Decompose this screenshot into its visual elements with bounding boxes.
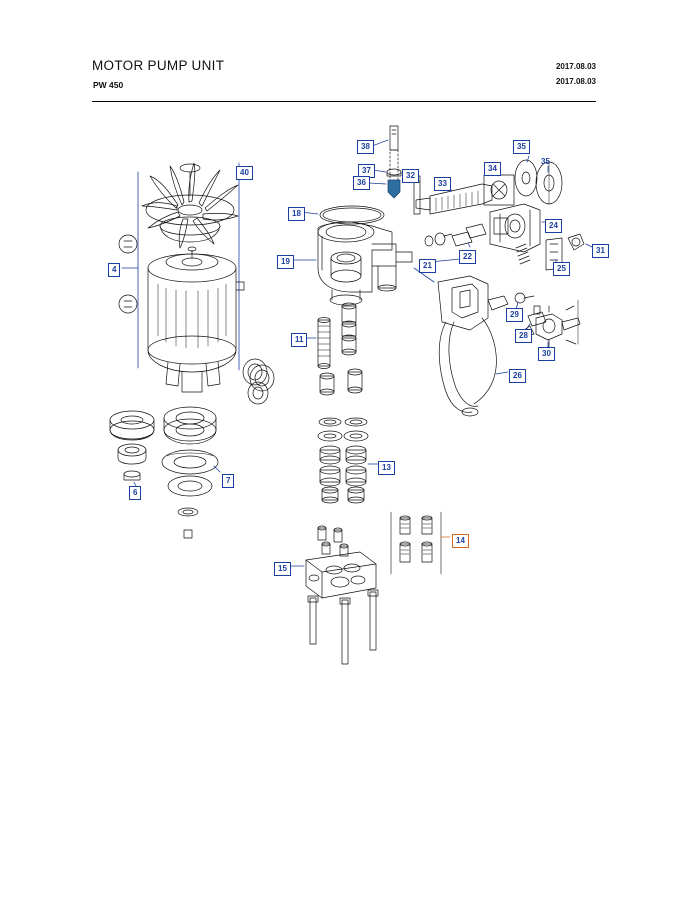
part-37-washer [387,169,401,176]
part-18-oring [320,206,384,224]
callout-22[interactable]: 22 [459,250,476,264]
callout-24[interactable]: 24 [545,219,562,233]
callout-18[interactable]: 18 [288,207,305,221]
part-33-shaft [416,184,492,214]
callout-34[interactable]: 34 [484,162,501,176]
callout-13[interactable]: 13 [378,461,395,475]
part-36-nut [388,180,400,198]
part-30-valve [524,306,580,348]
part-31-clip [568,234,584,250]
callout-6[interactable]: 6 [129,486,141,500]
callout-33[interactable]: 33 [434,177,451,191]
callout-31[interactable]: 31 [592,244,609,258]
part-14-fittings [391,512,441,574]
callout-14[interactable]: 14 [452,534,469,548]
callout-29[interactable]: 29 [506,308,523,322]
callout-35-a[interactable]: 35 [513,140,530,154]
part-7-seal-stack [162,407,218,538]
callout-35-b[interactable]: 35 [541,157,550,166]
part-22-pistons [425,224,486,246]
callout-36[interactable]: 36 [353,176,370,190]
callout-15[interactable]: 15 [274,562,291,576]
callout-25[interactable]: 25 [553,262,570,276]
part-35-disc-a [515,160,537,196]
part-13-seal-kit [318,418,368,503]
callout-28[interactable]: 28 [515,329,532,343]
part-11-valves [318,303,362,395]
part-34-coupler [484,175,514,205]
part-35-disc-b [536,162,562,204]
callout-40[interactable]: 40 [236,166,253,180]
callout-7[interactable]: 7 [222,474,234,488]
part-24-valve-block [490,204,540,252]
part-40-fan [139,163,244,263]
page-title: MOTOR PUMP UNIT [92,58,225,73]
date-secondary: 2017.08.03 [555,77,596,86]
date-primary: 2017.08.03 [555,62,596,71]
callout-32[interactable]: 32 [402,169,419,183]
part-26-cable-harness [438,276,508,416]
callout-30[interactable]: 30 [538,347,555,361]
callout-26[interactable]: 26 [509,369,526,383]
callout-21[interactable]: 21 [419,259,436,273]
model-label: PW 450 [93,80,124,90]
part-15-manifold [306,526,378,664]
callout-38[interactable]: 38 [357,140,374,154]
part-19-pump-housing [318,222,412,305]
part-23-spring [516,244,530,264]
callout-37[interactable]: 37 [358,164,375,178]
callout-19[interactable]: 19 [277,255,294,269]
part-38-bolt [390,126,398,186]
callout-4[interactable]: 4 [108,263,120,277]
part-29-screw [515,293,534,303]
callout-11[interactable]: 11 [291,333,307,347]
part-6-bearing-stack [110,411,154,480]
